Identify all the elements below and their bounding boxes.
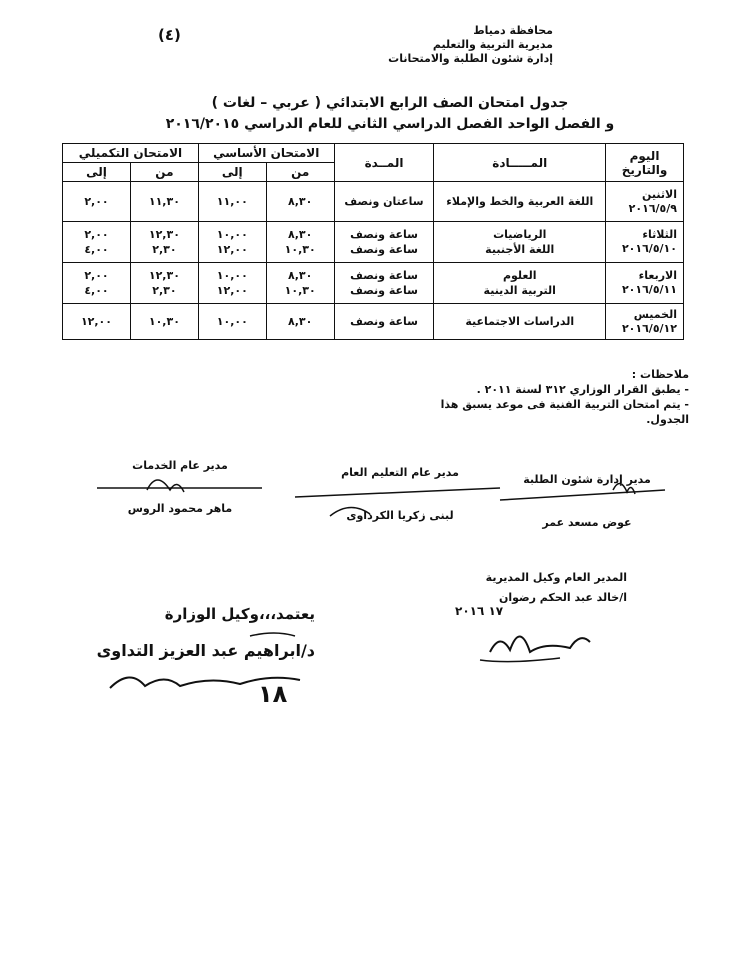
supp-to-cell: ١٢,٠٠ [63, 304, 131, 340]
supp-from-cell: ١٢,٣٠ ٢,٣٠ [130, 222, 198, 263]
header-basic-to: إلى [198, 163, 266, 182]
directorate-director [427, 568, 627, 608]
duration-cell: ساعة ونصف ساعة ونصف [334, 263, 434, 304]
duration-cell: ساعة ونصف ساعة ونصف [334, 222, 434, 263]
director-title: المدير العام وكيل المديرية [485, 571, 627, 584]
basic-to-cell: ١٠,٠٠ [198, 304, 266, 340]
supp-to-cell: ٢,٠٠ ٤,٠٠ [63, 263, 131, 304]
header-supp-from: من [130, 163, 198, 182]
basic-to-cell: ١٠,٠٠ ١٢,٠٠ [198, 263, 266, 304]
note-line: - يطبق القرار الوزاري ٣١٢ لسنة ٢٠١١ . [476, 383, 689, 396]
header-subject: المـــــادة [434, 144, 606, 182]
header-supp-to: إلى [63, 163, 131, 182]
deputy-minister-name: د/ابراهيم عبد العزيز التداوى [96, 641, 315, 660]
subject-cell: اللغة العربية والخط والإملاء [434, 182, 606, 222]
supp-from-cell: ١٠,٣٠ [130, 304, 198, 340]
day-name: الخميس [633, 307, 677, 321]
general-education-signature: مدير عام التعليم العام لبنى زكريا الكرداوى [341, 466, 459, 522]
signature-date: ١٧ ٢٠١٦ [455, 604, 504, 618]
signature-scribble [290, 482, 505, 522]
approval-title: يعتمد،،،وكيل الوزارة [164, 605, 315, 623]
director-signature-scribble [440, 612, 600, 667]
minister-signature-scribble [100, 628, 330, 708]
header-basic-exam: الامتحان الأساسي [198, 144, 334, 163]
supp-to-cell: ٢,٠٠ ٤,٠٠ [63, 222, 131, 263]
exam-date: ٢٠١٦/٥/١٠ [621, 242, 677, 255]
basic-from-cell: ٨,٣٠ ١٠,٣٠ [266, 222, 334, 263]
table-row [63, 182, 684, 222]
document-subtitle: و الفصل الواحد الفصل الدراسي الثاني للعام الدراسي ٢٠١٦/٢٠١٥ [165, 116, 615, 132]
header-duration: المــدة [334, 144, 434, 182]
exam-schedule-table [62, 143, 684, 340]
basic-from-cell: ٨,٣٠ ١٠,٣٠ [266, 263, 334, 304]
header-day: اليوم والتاريخ [606, 144, 684, 182]
director-name: ا/خالد عبد الحكم رضوان [498, 591, 627, 604]
day-name: الثلاثاء [642, 228, 677, 241]
supp-to-cell: ٢,٠٠ [63, 182, 131, 222]
day-name: الاربعاء [638, 269, 677, 282]
exam-date: ٢٠١٦/٥/٩ [628, 201, 677, 215]
subject-cell: الدراسات الاجتماعية [434, 304, 606, 340]
letterhead [353, 24, 553, 66]
students-affairs-signature: مدير إدارة شئون الطلبة عوض مسعد عمر [523, 473, 651, 529]
header-supplementary-exam: الامتحان التكميلي [63, 144, 199, 163]
supp-from-cell: ١٢,٣٠ ٢,٣٠ [130, 263, 198, 304]
governorate-label: محافظة دمياط [473, 24, 553, 37]
subject-cell: العلوم التربية الدينية [434, 263, 606, 304]
services-signature: مدير عام الخدمات ماهر محمود الروس [127, 459, 233, 515]
exam-date: ٢٠١٦/٥/١٢ [621, 321, 677, 335]
directorate-label: مديرية التربية والتعليم [432, 38, 553, 51]
header-basic-from: من [266, 163, 334, 182]
subject-cell: الرياضيات اللغة الأجنبية [434, 222, 606, 263]
day-name: الاثنين [642, 187, 677, 201]
table-row [63, 304, 684, 340]
duration-cell: ساعة ونصف [334, 304, 434, 340]
note-line: الجدول. [646, 413, 689, 426]
table-row [63, 222, 684, 263]
basic-from-cell: ٨,٣٠ [266, 182, 334, 222]
page-number: (٤) [158, 26, 181, 44]
notes-section [389, 367, 689, 427]
signature-scribble [92, 472, 267, 502]
document-title: جدول امتحان الصف الرابع الابتدائي ( عربي – لغات ) [211, 95, 569, 111]
basic-from-cell: ٨,٣٠ [266, 304, 334, 340]
notes-heading: ملاحظات : [631, 368, 689, 381]
department-label: إدارة شئون الطلبة والامتحانات [388, 52, 553, 65]
basic-to-cell: ١١,٠٠ [198, 182, 266, 222]
handwritten-number: ١٨ [258, 680, 288, 708]
exam-date: ٢٠١٦/٥/١١ [621, 283, 677, 296]
table-row [63, 263, 684, 304]
duration-cell: ساعتان ونصف [334, 182, 434, 222]
basic-to-cell: ١٠,٠٠ ١٢,٠٠ [198, 222, 266, 263]
note-line: - يتم امتحان التربية الفنية فى موعد يسبق هذا [440, 398, 689, 411]
supp-from-cell: ١١,٣٠ [130, 182, 198, 222]
signature-scribble [495, 478, 670, 508]
